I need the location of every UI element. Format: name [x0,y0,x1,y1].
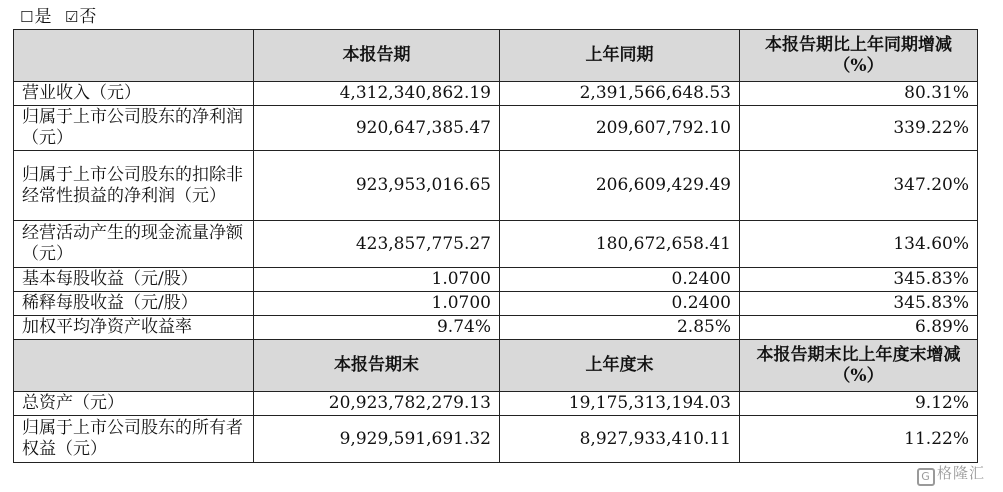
header-change-label: 本报告期末比上年度末增减 [756,344,961,365]
table-header-row [14,30,978,82]
row-prior: 0.2400 [500,292,740,316]
row-current: 923,953,016.65 [254,151,500,221]
table-row [14,106,978,151]
row-label: 归属于上市公司股东的净利润（元） [14,106,254,151]
header-current-period: 本报告期 [254,30,500,82]
row-change: 345.83% [740,268,978,292]
row-label: 归属于上市公司股东的扣除非经常性损益的净利润（元） [14,151,254,221]
row-label: 加权平均净资产收益率 [14,316,254,340]
row-change: 11.22% [740,416,978,463]
row-current: 4,312,340,862.19 [254,82,500,106]
row-change: 339.22% [740,106,978,151]
row-prior: 8,927,933,410.11 [500,416,740,463]
row-change: 347.20% [740,151,978,221]
header-change [740,340,978,392]
row-change: 6.89% [740,316,978,340]
row-change: 80.31% [740,82,978,106]
row-prior: 180,672,658.41 [500,221,740,268]
option-yes-label: 是 [34,7,52,27]
row-prior: 19,175,313,194.03 [500,392,740,416]
row-label: 营业收入（元） [14,82,254,106]
row-current: 9.74% [254,316,500,340]
table-row [14,82,978,106]
row-current: 1.0700 [254,268,500,292]
table-row [14,221,978,268]
table-header-row [14,340,978,392]
row-current: 423,857,775.27 [254,221,500,268]
row-prior: 2.85% [500,316,740,340]
row-change: 134.60% [740,221,978,268]
header-change-unit: （%） [833,55,884,76]
row-prior: 2,391,566,648.53 [500,82,740,106]
table-row [14,316,978,340]
row-prior: 209,607,792.10 [500,106,740,151]
header-period-end: 本报告期末 [254,340,500,392]
row-change: 345.83% [740,292,978,316]
row-current: 1.0700 [254,292,500,316]
row-change: 9.12% [740,392,978,416]
row-current: 920,647,385.47 [254,106,500,151]
table-row [14,268,978,292]
header-prior-period: 上年同期 [500,30,740,82]
header-empty-cell [14,30,254,82]
row-prior: 206,609,429.49 [500,151,740,221]
table-row [14,151,978,221]
table-row [14,392,978,416]
row-label: 总资产（元） [14,392,254,416]
row-current: 20,923,782,279.13 [254,392,500,416]
header-change [740,30,978,82]
watermark [917,462,985,486]
option-no-label: 否 [79,7,97,27]
checkbox-checked-icon[interactable]: ☑ [64,8,79,26]
row-label: 基本每股收益（元/股） [14,268,254,292]
checkbox-empty-icon[interactable]: ☐ [20,8,34,26]
header-change-label: 本报告期比上年同期增减 [765,34,952,55]
row-label: 经营活动产生的现金流量净额（元） [14,221,254,268]
row-current: 9,929,591,691.32 [254,416,500,463]
watermark-text: 格隆汇 [936,464,985,482]
watermark-logo-icon: G [917,468,935,486]
financial-data-table [13,29,978,463]
table-row [14,292,978,316]
row-label: 归属于上市公司股东的所有者权益（元） [14,416,254,463]
row-prior: 0.2400 [500,268,740,292]
row-label: 稀释每股收益（元/股） [14,292,254,316]
header-prior-year-end: 上年度末 [500,340,740,392]
table-row [14,416,978,463]
header-change-unit: （%） [833,365,884,386]
header-empty-cell [14,340,254,392]
yes-no-options [20,6,104,28]
